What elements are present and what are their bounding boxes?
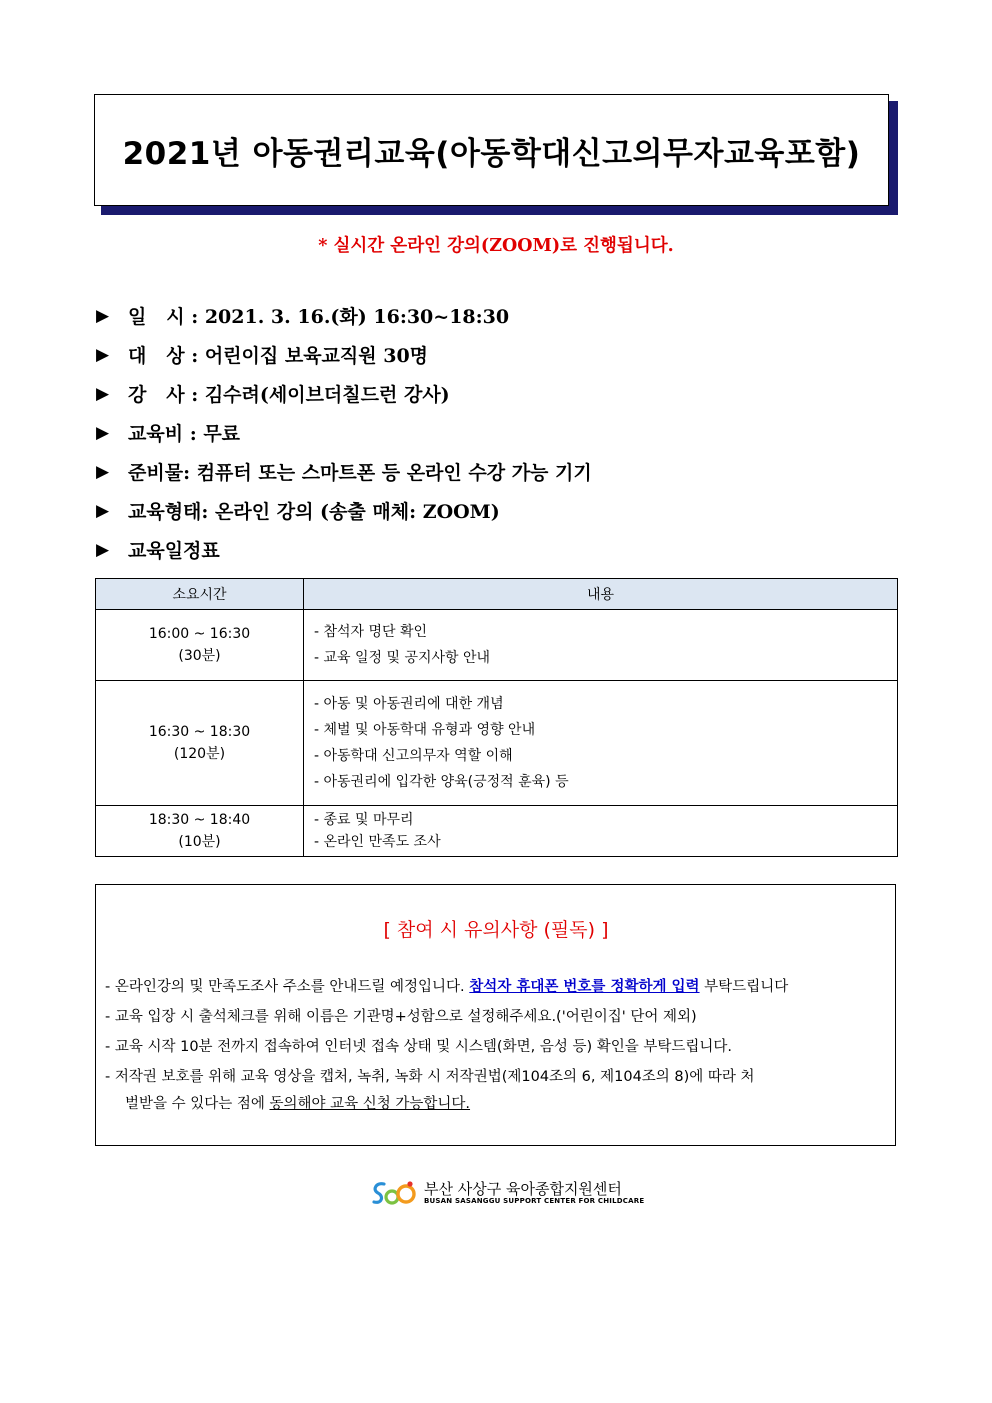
schedule-table bbox=[95, 578, 898, 857]
time-cell: 16:00 ~ 16:30 (30분) bbox=[96, 610, 304, 681]
logo-name: 부산 사상구 육아종합지원센터 bbox=[424, 1180, 622, 1198]
info-list bbox=[96, 296, 592, 569]
table-row bbox=[96, 806, 898, 857]
logo-text bbox=[424, 1181, 644, 1205]
page-title: 2021년 아동권리교육(아동학대신고의무자교육포함) bbox=[122, 135, 861, 172]
table-header-row bbox=[96, 579, 898, 610]
logo-subtitle: BUSAN SASANGGU SUPPORT CENTER FOR CHILDCARE bbox=[424, 1197, 645, 1205]
content-cell: - 종료 및 마무리 - 온라인 만족도 조사 bbox=[304, 806, 898, 857]
table-row bbox=[96, 681, 898, 806]
content-cell: - 아동 및 아동권리에 대한 개념 - 체벌 및 아동학대 유형과 영향 안내 - 아동학대 신고의무자 역할 이해 - 아동권리에 입각한 양육(긍정적 훈육) 등 bbox=[304, 681, 898, 806]
center-logo-icon bbox=[370, 1178, 418, 1208]
time-cell: 18:30 ~ 18:40 (10분) bbox=[96, 806, 304, 857]
caution-item-1: - 온라인강의 및 만족도조사 주소를 안내드릴 예정입니다. 참석자 휴대폰 번호를 정확하게 입력 부탁드립니다 bbox=[105, 979, 789, 995]
info-item-instructor: ▶ 강 사 : 김수려(세이브더칠드런 강사) bbox=[96, 383, 450, 406]
triangle-icon: ▶ bbox=[96, 305, 110, 326]
header-time: 소요시간 bbox=[96, 579, 304, 610]
caution-item-4-cont: 벌받을 수 있다는 점에 동의해야 교육 신청 가능합니다. bbox=[125, 1096, 471, 1112]
info-item-fee: ▶ 교육비 : 무료 bbox=[96, 422, 241, 445]
content-cell: - 참석자 명단 확인 - 교육 일정 및 공지사항 안내 bbox=[304, 610, 898, 681]
caution-title: [ 참여 시 유의사항 (필독) ] bbox=[383, 919, 609, 941]
caution-item-2: - 교육 입장 시 출석체크를 위해 이름은 기관명+성함으로 설정해주세요.('어린이집' 단어 제외) bbox=[105, 1009, 697, 1025]
caution-item-4: - 저작권 보호를 위해 교육 영상을 캡처, 녹취, 녹화 시 저작권법(제104조의 6, 제104조의 8)에 따라 처 bbox=[105, 1069, 755, 1085]
info-item-target: ▶ 대 상 : 어린이집 보육교직원 30명 bbox=[96, 344, 429, 367]
title-box bbox=[94, 94, 889, 206]
caution-list bbox=[105, 972, 890, 1116]
online-notice: * 실시간 온라인 강의(ZOOM)로 진행됩니다. bbox=[318, 236, 674, 256]
info-item-date: ▶ 일 시 : 2021. 3. 16.(화) 16:30~18:30 bbox=[96, 305, 510, 328]
triangle-icon: ▶ bbox=[96, 539, 110, 560]
center-logo bbox=[370, 1178, 644, 1208]
triangle-icon: ▶ bbox=[96, 344, 110, 365]
phone-emphasis: 참석자 휴대폰 번호를 정확하게 입력 bbox=[469, 979, 700, 995]
triangle-icon: ▶ bbox=[96, 500, 110, 521]
consent-emphasis: 동의해야 교육 신청 가능합니다. bbox=[269, 1096, 471, 1112]
header-content: 내용 bbox=[304, 579, 898, 610]
info-item-format: ▶ 교육형태 : 온라인 강의 (송출 매체: ZOOM) bbox=[96, 500, 500, 523]
info-item-schedule: ▶ 교육일정표 bbox=[96, 539, 220, 562]
table-row bbox=[96, 610, 898, 681]
triangle-icon: ▶ bbox=[96, 383, 110, 404]
triangle-icon: ▶ bbox=[96, 422, 110, 443]
time-cell: 16:30 ~ 18:30 (120분) bbox=[96, 681, 304, 806]
info-item-materials: ▶ 준비물 : 컴퓨터 또는 스마트폰 등 온라인 수강 가능 기기 bbox=[96, 461, 592, 484]
triangle-icon: ▶ bbox=[96, 461, 110, 482]
caution-item-3: - 교육 시작 10분 전까지 접속하여 인터넷 접속 상태 및 시스템(화면, 음성 등) 확인을 부탁드립니다. bbox=[105, 1039, 732, 1055]
